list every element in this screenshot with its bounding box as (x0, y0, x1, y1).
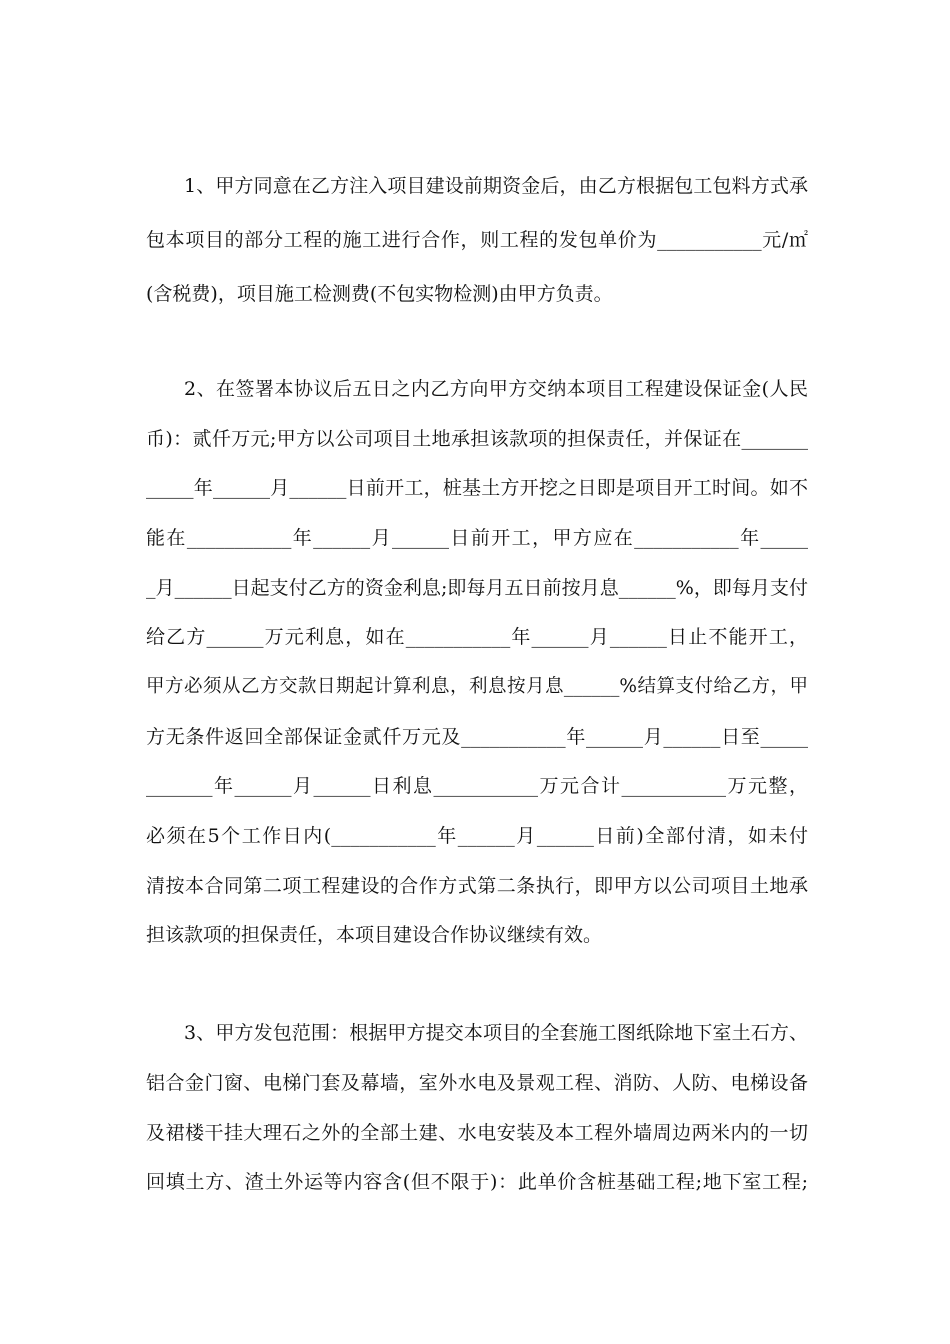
clause-2-line-3: _____年______月______日前开工，桩基土方开挖之日即是项目开工时间。如不 (146, 477, 808, 499)
clause-2-line-5: _月______日起支付乙方的资金利息;即每月五日前按月息______%，即每月支付 (146, 577, 808, 599)
clause-3-line-3: 及裙楼干挂大理石之外的全部土建、水电安装及本工程外墙周边两米内的一切 (146, 1122, 808, 1144)
clause-2-line-1: 2、在签署本协议后五日之内乙方向甲方交纳本项目工程建设保证金(人民 (184, 378, 808, 400)
clause-3-line-2: 铝合金门窗、电梯门套及幕墙，室外水电及景观工程、消防、人防、电梯设备 (146, 1072, 808, 1094)
clause-3-line-1: 3、甲方发包范围：根据甲方提交本项目的全套施工图纸除地下室土石方、 (184, 1022, 808, 1044)
clause-2-line-8: 方无条件返回全部保证金贰仟万元及___________年______月______日至_____ (146, 726, 808, 748)
clause-2-line-6: 给乙方______万元利息，如在___________年______月______日止不能开工， (146, 626, 808, 648)
clause-2-line-2: 币)：贰仟万元;甲方以公司项目土地承担该款项的担保责任，并保证在_______ (146, 428, 808, 450)
clause-2-line-10: 必须在5个工作日内(___________年______月______日前)全部付清，如未付 (146, 825, 808, 847)
clause-2-line-4: 能在___________年______月______日前开工，甲方应在___________年_____ (146, 527, 808, 549)
clause-1-line-2: 包本项目的部分工程的施工进行合作，则工程的发包单价为___________元/㎡ (146, 229, 808, 251)
clause-3-line-4: 回填土方、渣土外运等内容含(但不限于)：此单价含桩基础工程;地下室工程; (146, 1171, 808, 1193)
clause-1-line-1: 1、甲方同意在乙方注入项目建设前期资金后，由乙方根据包工包料方式承 (184, 175, 808, 197)
clause-1-line-3: (含税费)，项目施工检测费(不包实物检测)由甲方负责。 (146, 283, 613, 305)
clause-2-line-9: _______年______月______日利息___________万元合计___________万元整， (146, 775, 808, 797)
clause-2-line-11: 清按本合同第二项工程建设的合作方式第二条执行，即甲方以公司项目土地承 (146, 875, 808, 897)
clause-2-line-7: 甲方必须从乙方交款日期起计算利息，利息按月息______%结算支付给乙方，甲 (146, 676, 808, 697)
clause-2-line-12: 担该款项的担保责任，本项目建设合作协议继续有效。 (146, 924, 603, 946)
